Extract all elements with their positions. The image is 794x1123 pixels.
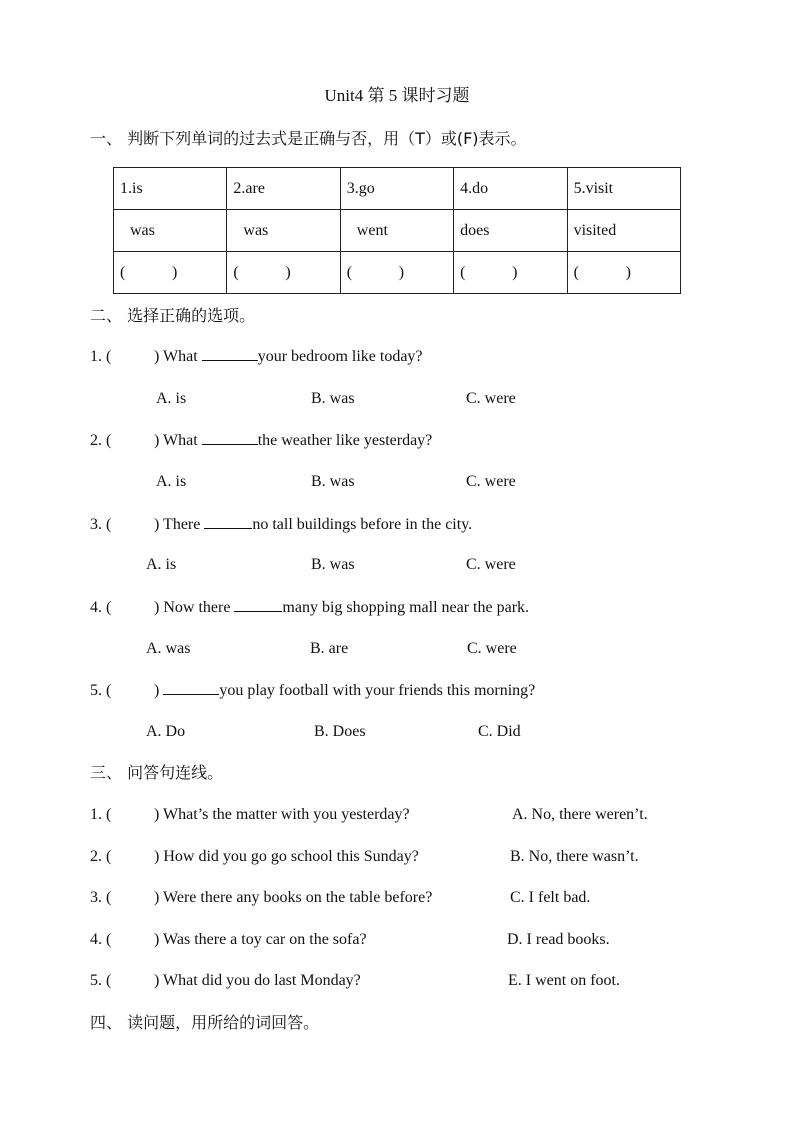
question-text: ) How did you go go school this Sunday? bbox=[154, 848, 419, 865]
option-a[interactable]: A. is bbox=[156, 390, 187, 407]
answer-cell[interactable] bbox=[114, 252, 227, 294]
paren-close: ) bbox=[285, 263, 291, 281]
answer-blank[interactable] bbox=[204, 514, 252, 529]
option-b[interactable]: B. was bbox=[311, 556, 355, 573]
question-number: 1. ( bbox=[90, 348, 112, 365]
past-form-cell: does bbox=[454, 210, 567, 252]
word-cell: 2.are bbox=[227, 168, 340, 210]
word-cell: 4.do bbox=[454, 168, 567, 210]
match-answer-b[interactable]: B. No, there wasn’t. bbox=[510, 848, 639, 865]
option-b[interactable]: B. was bbox=[311, 390, 355, 407]
paren-close: ) bbox=[625, 263, 631, 281]
match-answer-c[interactable]: C. I felt bad. bbox=[510, 889, 591, 906]
question-stem: ) There bbox=[154, 516, 201, 533]
paren-open: ( bbox=[346, 263, 353, 281]
question-rest: no tall buildings before in the city. bbox=[252, 516, 473, 533]
past-tense-table bbox=[113, 167, 681, 294]
option-a[interactable]: A. is bbox=[156, 473, 187, 490]
option-a[interactable]: A. Do bbox=[146, 723, 186, 740]
option-c[interactable]: C. were bbox=[466, 473, 516, 490]
past-form-cell: visited bbox=[567, 210, 680, 252]
question-number: 3. ( bbox=[90, 516, 112, 533]
answer-cell[interactable] bbox=[567, 252, 680, 294]
question-stem: ) bbox=[154, 682, 160, 699]
question-number: 2. ( bbox=[90, 848, 112, 865]
mc-question-3 bbox=[90, 514, 472, 535]
paren-open: ( bbox=[573, 263, 579, 281]
section-3-heading: 三、 问答句连线。 bbox=[90, 763, 224, 782]
word-cell: 3.go bbox=[340, 168, 453, 210]
section-2-heading: 二、 选择正确的选项。 bbox=[90, 306, 256, 325]
option-a[interactable]: A. was bbox=[146, 640, 191, 657]
question-number: 4. ( bbox=[90, 931, 112, 948]
section-1-heading: 一、 判断下列单词的过去式是正确与否，用（T）或(F)表示。 bbox=[90, 129, 527, 148]
match-question-1 bbox=[90, 805, 410, 825]
past-form-cell: was bbox=[114, 210, 227, 252]
question-rest: your bedroom like today? bbox=[257, 348, 423, 365]
match-question-3 bbox=[90, 888, 432, 908]
option-c[interactable]: C. were bbox=[467, 640, 517, 657]
match-question-2 bbox=[90, 847, 419, 867]
answer-blank[interactable] bbox=[202, 346, 258, 361]
option-a[interactable]: A. is bbox=[146, 556, 177, 573]
question-text: ) Were there any books on the table before? bbox=[154, 889, 433, 906]
paren-close: ) bbox=[398, 263, 405, 281]
section-4-heading: 四、 读问题，用所给的词回答。 bbox=[90, 1013, 320, 1032]
match-answer-d[interactable]: D. I read books. bbox=[507, 931, 610, 948]
option-b[interactable]: B. was bbox=[311, 473, 355, 490]
past-form-cell: went bbox=[340, 210, 453, 252]
question-stem: ) What bbox=[154, 432, 198, 449]
paren-close: ) bbox=[172, 263, 178, 281]
paren-open: ( bbox=[233, 263, 239, 281]
option-b[interactable]: B. Does bbox=[314, 723, 366, 740]
mc-question-1 bbox=[90, 346, 423, 367]
match-question-5 bbox=[90, 971, 361, 991]
match-answer-e[interactable]: E. I went on foot. bbox=[508, 972, 620, 989]
mc-question-4 bbox=[90, 597, 529, 618]
question-text: ) What’s the matter with you yesterday? bbox=[154, 806, 410, 823]
answer-cell[interactable] bbox=[454, 252, 567, 294]
question-stem: ) What bbox=[154, 348, 198, 365]
mc-question-2 bbox=[90, 430, 432, 451]
question-text: ) What did you do last Monday? bbox=[154, 972, 361, 989]
question-text: ) Was there a toy car on the sofa? bbox=[154, 931, 367, 948]
option-c[interactable]: C. were bbox=[466, 390, 516, 407]
paren-close: ) bbox=[512, 263, 518, 281]
option-c[interactable]: C. Did bbox=[478, 723, 521, 740]
question-rest: you play football with your friends this morning? bbox=[219, 682, 536, 699]
question-stem: ) Now there bbox=[154, 599, 231, 616]
answer-blank[interactable] bbox=[163, 680, 219, 695]
question-rest: the weather like yesterday? bbox=[257, 432, 433, 449]
question-number: 5. ( bbox=[90, 682, 112, 699]
question-number: 1. ( bbox=[90, 806, 112, 823]
word-cell: 1.is bbox=[114, 168, 227, 210]
option-c[interactable]: C. were bbox=[466, 556, 516, 573]
past-form-cell: was bbox=[227, 210, 340, 252]
mc-question-5 bbox=[90, 680, 535, 701]
match-question-4 bbox=[90, 930, 367, 950]
answer-blank[interactable] bbox=[234, 597, 282, 612]
match-answer-a[interactable]: A. No, there weren’t. bbox=[512, 806, 648, 823]
word-cell: 5.visit bbox=[567, 168, 680, 210]
answer-blank[interactable] bbox=[202, 430, 258, 445]
question-number: 4. ( bbox=[90, 599, 112, 616]
paren-open: ( bbox=[460, 263, 466, 281]
answer-cell[interactable] bbox=[340, 252, 453, 294]
question-rest: many big shopping mall near the park. bbox=[282, 599, 530, 616]
question-number: 5. ( bbox=[90, 972, 112, 989]
question-number: 3. ( bbox=[90, 889, 112, 906]
paren-open: ( bbox=[120, 263, 126, 281]
option-b[interactable]: B. are bbox=[310, 640, 349, 657]
answer-cell[interactable] bbox=[227, 252, 340, 294]
question-number: 2. ( bbox=[90, 432, 112, 449]
page-title: Unit4 第 5 课时习题 bbox=[324, 86, 470, 105]
